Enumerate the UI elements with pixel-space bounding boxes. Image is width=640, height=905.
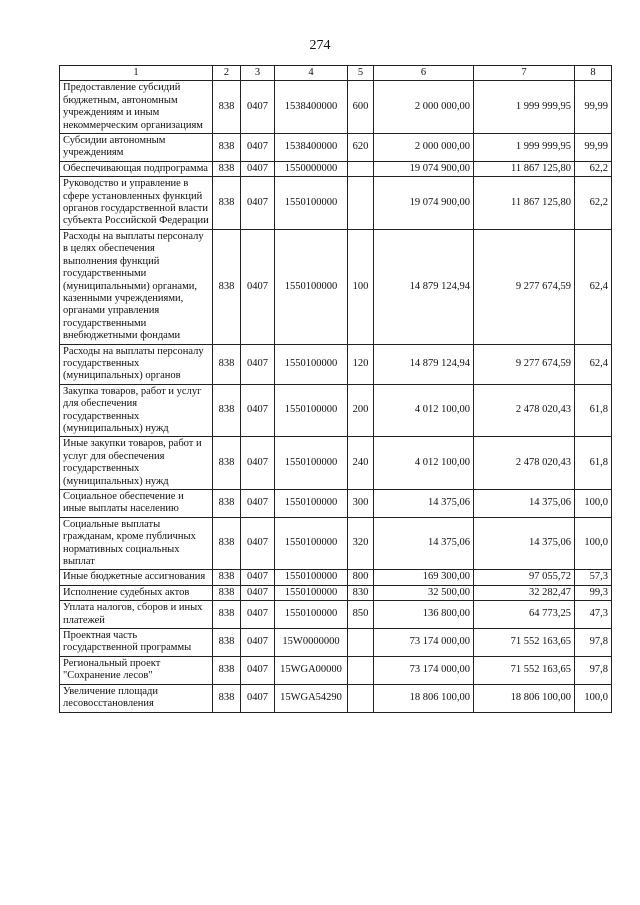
planned-amount-cell: 169 300,00 <box>374 570 474 585</box>
target-article-cell: 1550100000 <box>275 384 348 437</box>
section-code-cell: 0407 <box>241 384 275 437</box>
row-name-cell: Руководство и управление в сфере установленных функций органов государственной власти субъекта Российской Федерации <box>60 177 213 230</box>
table-row <box>60 656 612 684</box>
executed-amount-cell: 1 999 999,95 <box>474 134 575 162</box>
expense-type-cell: 830 <box>348 585 374 600</box>
execution-percent-cell: 62,4 <box>575 229 612 344</box>
target-article-cell: 1550100000 <box>275 490 348 518</box>
expense-type-cell: 800 <box>348 570 374 585</box>
ved-code-cell: 838 <box>213 585 241 600</box>
row-name-cell: Уплата налогов, сборов и иных платежей <box>60 601 213 629</box>
expense-type-cell: 620 <box>348 134 374 162</box>
ved-code-cell: 838 <box>213 437 241 490</box>
expense-type-cell <box>348 629 374 657</box>
expense-type-cell: 320 <box>348 517 374 570</box>
target-article-cell: 1550100000 <box>275 585 348 600</box>
ved-code-cell: 838 <box>213 601 241 629</box>
table-row <box>60 229 612 344</box>
column-header: 7 <box>474 66 575 81</box>
section-code-cell: 0407 <box>241 601 275 629</box>
execution-percent-cell: 61,8 <box>575 437 612 490</box>
section-code-cell: 0407 <box>241 490 275 518</box>
section-code-cell: 0407 <box>241 517 275 570</box>
target-article-cell: 15WGA00000 <box>275 656 348 684</box>
executed-amount-cell: 14 375,06 <box>474 517 575 570</box>
column-header: 5 <box>348 66 374 81</box>
expense-type-cell <box>348 684 374 712</box>
table-row <box>60 517 612 570</box>
section-code-cell: 0407 <box>241 81 275 134</box>
execution-percent-cell: 97,8 <box>575 629 612 657</box>
ved-code-cell: 838 <box>213 629 241 657</box>
planned-amount-cell: 2 000 000,00 <box>374 134 474 162</box>
column-header: 8 <box>575 66 612 81</box>
row-name-cell: Иные бюджетные ассигнования <box>60 570 213 585</box>
execution-percent-cell: 99,99 <box>575 81 612 134</box>
ved-code-cell: 838 <box>213 344 241 384</box>
ved-code-cell: 838 <box>213 134 241 162</box>
execution-percent-cell: 47,3 <box>575 601 612 629</box>
planned-amount-cell: 14 879 124,94 <box>374 229 474 344</box>
table-row <box>60 177 612 230</box>
header-row <box>60 66 612 81</box>
row-name-cell: Региональный проект "Сохранение лесов" <box>60 656 213 684</box>
section-code-cell: 0407 <box>241 629 275 657</box>
execution-percent-cell: 57,3 <box>575 570 612 585</box>
row-name-cell: Закупка товаров, работ и услуг для обеспечения государственных (муниципальных) нужд <box>60 384 213 437</box>
budget-table <box>59 65 612 713</box>
ved-code-cell: 838 <box>213 684 241 712</box>
planned-amount-cell: 73 174 000,00 <box>374 656 474 684</box>
execution-percent-cell: 100,0 <box>575 684 612 712</box>
planned-amount-cell: 14 375,06 <box>374 517 474 570</box>
executed-amount-cell: 32 282,47 <box>474 585 575 600</box>
target-article-cell: 1550100000 <box>275 344 348 384</box>
executed-amount-cell: 2 478 020,43 <box>474 384 575 437</box>
target-article-cell: 1550100000 <box>275 601 348 629</box>
column-header: 1 <box>60 66 213 81</box>
target-article-cell: 1538400000 <box>275 134 348 162</box>
execution-percent-cell: 97,8 <box>575 656 612 684</box>
table-row <box>60 437 612 490</box>
executed-amount-cell: 11 867 125,80 <box>474 177 575 230</box>
target-article-cell: 1550100000 <box>275 229 348 344</box>
row-name-cell: Субсидии автономным учреждениям <box>60 134 213 162</box>
executed-amount-cell: 2 478 020,43 <box>474 437 575 490</box>
row-name-cell: Социальные выплаты гражданам, кроме публичных нормативных социальных выплат <box>60 517 213 570</box>
execution-percent-cell: 99,99 <box>575 134 612 162</box>
row-name-cell: Обеспечивающая подпрограмма <box>60 161 213 176</box>
table-row <box>60 601 612 629</box>
execution-percent-cell: 62,2 <box>575 161 612 176</box>
planned-amount-cell: 73 174 000,00 <box>374 629 474 657</box>
row-name-cell: Социальное обеспечение и иные выплаты населению <box>60 490 213 518</box>
expense-type-cell: 200 <box>348 384 374 437</box>
planned-amount-cell: 2 000 000,00 <box>374 81 474 134</box>
planned-amount-cell: 4 012 100,00 <box>374 384 474 437</box>
ved-code-cell: 838 <box>213 517 241 570</box>
table-row <box>60 344 612 384</box>
page-number: 274 <box>309 38 331 53</box>
section-code-cell: 0407 <box>241 177 275 230</box>
expense-type-cell: 120 <box>348 344 374 384</box>
target-article-cell: 1550100000 <box>275 570 348 585</box>
row-name-cell: Расходы на выплаты персоналу в целях обеспечения выполнения функций государственными (муниципальными) органами, казенными учреждениями, органами управления государственными внебюджетными фондами <box>60 229 213 344</box>
execution-percent-cell: 62,2 <box>575 177 612 230</box>
row-name-cell: Расходы на выплаты персоналу государственных (муниципальных) органов <box>60 344 213 384</box>
expense-type-cell: 100 <box>348 229 374 344</box>
expense-type-cell <box>348 177 374 230</box>
table-row <box>60 134 612 162</box>
executed-amount-cell: 64 773,25 <box>474 601 575 629</box>
row-name-cell: Проектная часть государственной программы <box>60 629 213 657</box>
ved-code-cell: 838 <box>213 570 241 585</box>
column-header: 3 <box>241 66 275 81</box>
row-name-cell: Иные закупки товаров, работ и услуг для обеспечения государственных (муниципальных) нужд <box>60 437 213 490</box>
section-code-cell: 0407 <box>241 437 275 490</box>
section-code-cell: 0407 <box>241 134 275 162</box>
table-row <box>60 81 612 134</box>
ved-code-cell: 838 <box>213 229 241 344</box>
execution-percent-cell: 99,3 <box>575 585 612 600</box>
planned-amount-cell: 32 500,00 <box>374 585 474 600</box>
column-header: 4 <box>275 66 348 81</box>
executed-amount-cell: 9 277 674,59 <box>474 344 575 384</box>
table-row <box>60 570 612 585</box>
planned-amount-cell: 18 806 100,00 <box>374 684 474 712</box>
ved-code-cell: 838 <box>213 81 241 134</box>
column-header: 2 <box>213 66 241 81</box>
row-name-cell: Увеличение площади лесовосстановления <box>60 684 213 712</box>
target-article-cell: 1538400000 <box>275 81 348 134</box>
section-code-cell: 0407 <box>241 229 275 344</box>
section-code-cell: 0407 <box>241 570 275 585</box>
column-header: 6 <box>374 66 474 81</box>
expense-type-cell: 300 <box>348 490 374 518</box>
target-article-cell: 1550100000 <box>275 517 348 570</box>
executed-amount-cell: 71 552 163,65 <box>474 656 575 684</box>
table-row <box>60 384 612 437</box>
ved-code-cell: 838 <box>213 177 241 230</box>
execution-percent-cell: 61,8 <box>575 384 612 437</box>
executed-amount-cell: 71 552 163,65 <box>474 629 575 657</box>
section-code-cell: 0407 <box>241 344 275 384</box>
executed-amount-cell: 11 867 125,80 <box>474 161 575 176</box>
target-article-cell: 1550100000 <box>275 177 348 230</box>
target-article-cell: 1550000000 <box>275 161 348 176</box>
ved-code-cell: 838 <box>213 384 241 437</box>
execution-percent-cell: 62,4 <box>575 344 612 384</box>
executed-amount-cell: 97 055,72 <box>474 570 575 585</box>
executed-amount-cell: 18 806 100,00 <box>474 684 575 712</box>
target-article-cell: 15WGA54290 <box>275 684 348 712</box>
table-row <box>60 161 612 176</box>
planned-amount-cell: 136 800,00 <box>374 601 474 629</box>
section-code-cell: 0407 <box>241 684 275 712</box>
table-row <box>60 490 612 518</box>
table-row <box>60 629 612 657</box>
expense-type-cell <box>348 656 374 684</box>
execution-percent-cell: 100,0 <box>575 517 612 570</box>
ved-code-cell: 838 <box>213 490 241 518</box>
planned-amount-cell: 19 074 900,00 <box>374 177 474 230</box>
target-article-cell: 15W0000000 <box>275 629 348 657</box>
table-row <box>60 684 612 712</box>
expense-type-cell <box>348 161 374 176</box>
row-name-cell: Предоставление субсидий бюджетным, автономным учреждениям и иным некоммерческим организациям <box>60 81 213 134</box>
planned-amount-cell: 19 074 900,00 <box>374 161 474 176</box>
expense-type-cell: 240 <box>348 437 374 490</box>
executed-amount-cell: 14 375,06 <box>474 490 575 518</box>
planned-amount-cell: 14 879 124,94 <box>374 344 474 384</box>
table-row <box>60 585 612 600</box>
planned-amount-cell: 14 375,06 <box>374 490 474 518</box>
ved-code-cell: 838 <box>213 161 241 176</box>
executed-amount-cell: 1 999 999,95 <box>474 81 575 134</box>
row-name-cell: Исполнение судебных актов <box>60 585 213 600</box>
executed-amount-cell: 9 277 674,59 <box>474 229 575 344</box>
planned-amount-cell: 4 012 100,00 <box>374 437 474 490</box>
ved-code-cell: 838 <box>213 656 241 684</box>
expense-type-cell: 600 <box>348 81 374 134</box>
section-code-cell: 0407 <box>241 161 275 176</box>
section-code-cell: 0407 <box>241 656 275 684</box>
expense-type-cell: 850 <box>348 601 374 629</box>
section-code-cell: 0407 <box>241 585 275 600</box>
target-article-cell: 1550100000 <box>275 437 348 490</box>
execution-percent-cell: 100,0 <box>575 490 612 518</box>
